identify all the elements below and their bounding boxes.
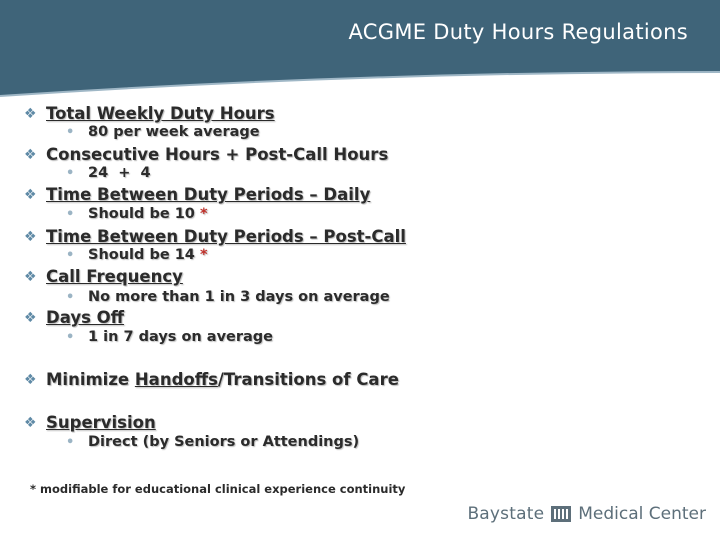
building-columns-icon (550, 504, 572, 524)
diamond-bullet-icon: ❖ (24, 106, 37, 122)
header-curve (0, 0, 720, 100)
diamond-bullet-icon: ❖ (24, 310, 37, 326)
bullet-between-postcall: ❖ Time Between Duty Periods – Post-Call (24, 227, 406, 246)
slide-title: ACGME Duty Hours Regulations (348, 20, 688, 44)
dot-bullet-icon: • (66, 248, 75, 263)
sub-bullet-1-in-7: • 1 in 7 days on average (66, 329, 274, 345)
sub-bullet-14: • Should be 14 * (66, 247, 208, 263)
diamond-bullet-icon: ❖ (24, 187, 37, 203)
dot-bullet-icon: • (66, 435, 75, 450)
bullet-call-frequency: ❖ Call Frequency (24, 267, 183, 286)
diamond-bullet-icon: ❖ (24, 229, 37, 245)
sub-bullet-80: • 80 per week average (66, 124, 260, 140)
bullet-total-weekly: ❖ Total Weekly Duty Hours (24, 104, 275, 123)
dot-bullet-icon: • (66, 166, 75, 181)
bullet-consecutive: ❖ Consecutive Hours + Post-Call Hours (24, 145, 389, 164)
sub-bullet-direct: • Direct (by Seniors or Attendings) (66, 434, 360, 450)
sub-bullet-1-in-3: • No more than 1 in 3 days on average (66, 289, 390, 305)
logo-text-left: Baystate (467, 504, 545, 524)
logo-text-right: Medical Center (578, 504, 706, 524)
diamond-bullet-icon: ❖ (24, 372, 37, 388)
sub-bullet-10: • Should be 10 * (66, 206, 208, 222)
dot-bullet-icon: • (66, 125, 75, 140)
dot-bullet-icon: • (66, 207, 75, 222)
sub-bullet-24-4: • 24 + 4 (66, 165, 151, 181)
bullet-between-daily: ❖ Time Between Duty Periods – Daily (24, 185, 371, 204)
diamond-bullet-icon: ❖ (24, 269, 37, 285)
bullet-days-off: ❖ Days Off (24, 308, 125, 327)
baystate-logo (467, 504, 706, 524)
dot-bullet-icon: • (66, 330, 75, 345)
diamond-bullet-icon: ❖ (24, 415, 37, 431)
footnote: * modifiable for educational clinical experience continuity (30, 482, 406, 496)
bullet-supervision: ❖ Supervision (24, 413, 156, 432)
diamond-bullet-icon: ❖ (24, 147, 37, 163)
dot-bullet-icon: • (66, 290, 75, 305)
bullet-minimize-handoffs: ❖ Minimize Handoffs/Transitions of Care (24, 370, 399, 389)
